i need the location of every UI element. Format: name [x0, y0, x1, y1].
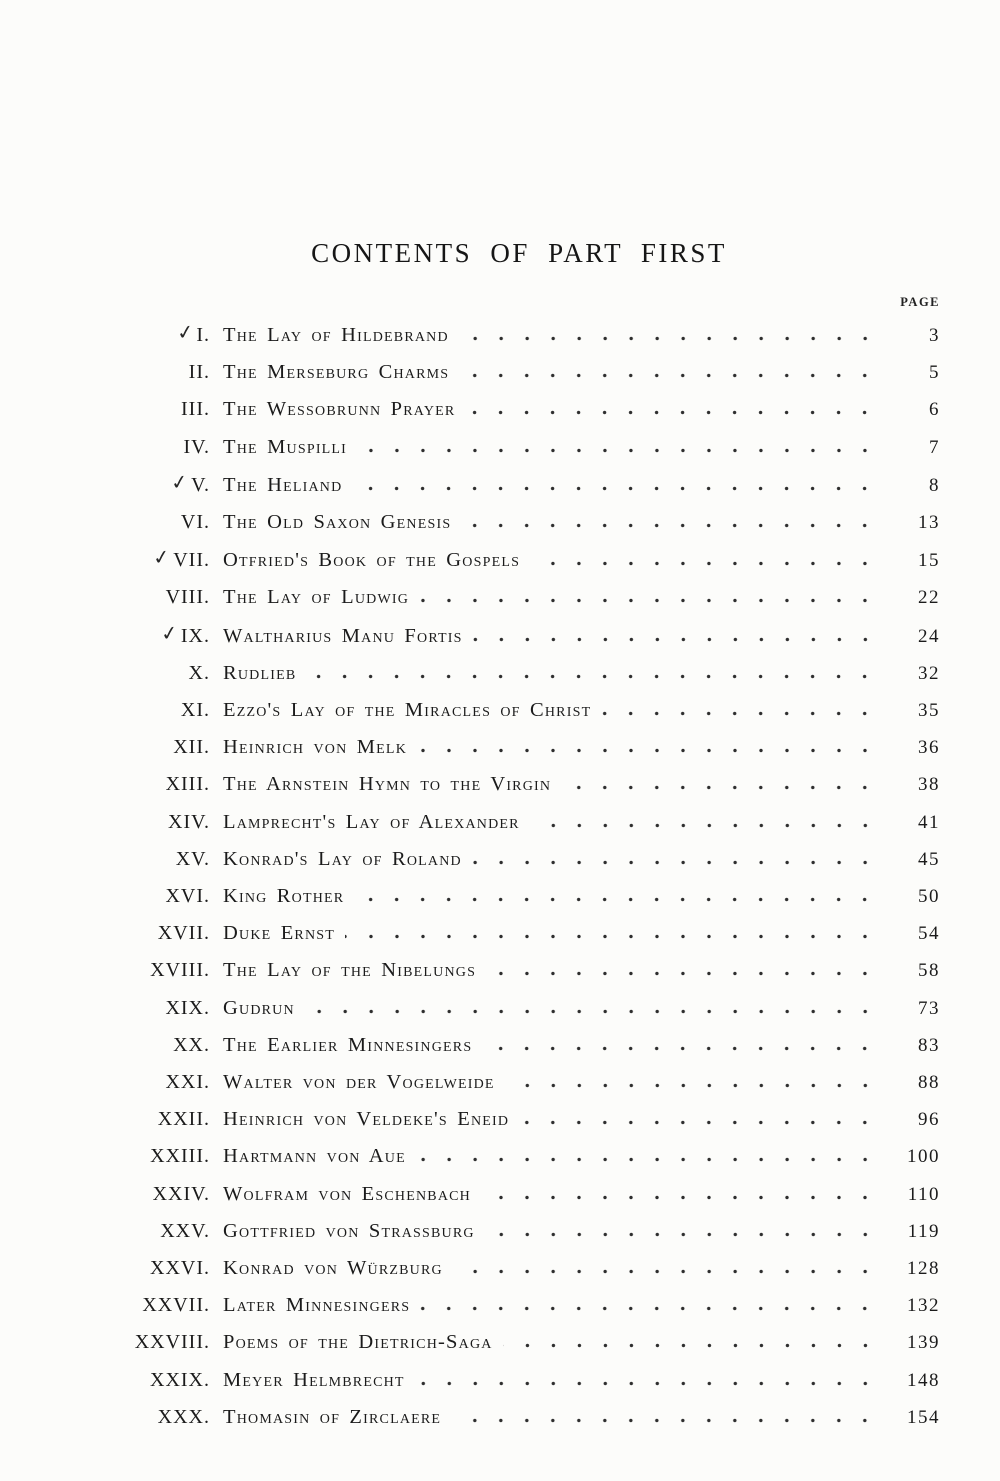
- entry-title: The Arnstein Hymn to the Virgin: [223, 773, 552, 796]
- entry-page: 88: [918, 1072, 940, 1094]
- entry-numeral: VIII.: [165, 586, 210, 609]
- entry-numeral: VII.: [173, 549, 210, 572]
- entry-title: Gottfried von Strassburg: [223, 1219, 475, 1242]
- dot-leader: [485, 1232, 878, 1237]
- entry-page: 35: [918, 700, 940, 722]
- dot-leader: [601, 711, 878, 716]
- entry-page: 24: [918, 625, 940, 647]
- toc-list: [98, 316, 940, 1436]
- entry-numeral: XIX.: [165, 996, 210, 1019]
- entry-numeral-cell: [98, 915, 210, 951]
- entry-numeral-cell: [98, 692, 210, 728]
- dot-leader: [459, 373, 878, 378]
- dot-leader: [453, 1269, 878, 1274]
- entry-title: The Heliand: [223, 473, 343, 496]
- entry-numeral-cell: [98, 504, 210, 540]
- entry-numeral: IV.: [183, 435, 210, 458]
- entry-numeral: VI.: [180, 511, 210, 534]
- entry-title: Rudlieb: [223, 661, 297, 684]
- entry-numeral: XVIII.: [150, 959, 210, 982]
- toc-entry: [98, 316, 940, 354]
- dot-leader: [352, 486, 878, 491]
- entry-title: Walter von der Vogelweide: [223, 1071, 495, 1094]
- entry-numeral-cell: [98, 1101, 210, 1137]
- toc-entry: [98, 466, 940, 504]
- toc-entry: [98, 1213, 940, 1250]
- entry-numeral-cell: [98, 1399, 210, 1435]
- entry-numeral-cell: [98, 952, 210, 988]
- entry-title: King Rother: [223, 885, 345, 908]
- toc-entry: [98, 1027, 940, 1064]
- entry-title: Ezzo's Lay of the Miracles of Christ: [223, 699, 592, 722]
- toc-entry: [98, 617, 940, 655]
- toc-entry: [98, 655, 940, 692]
- dot-leader: [503, 1343, 878, 1348]
- entry-numeral-cell: [98, 841, 210, 877]
- entry-numeral-cell: [98, 429, 210, 465]
- entry-title: Gudrun: [223, 996, 295, 1019]
- entry-numeral-cell: [98, 878, 210, 914]
- entry-title: The Old Saxon Genesis: [223, 511, 452, 534]
- entry-page: 154: [907, 1406, 940, 1428]
- entry-numeral: XXX.: [157, 1405, 210, 1428]
- toc-entry: [98, 952, 940, 989]
- entry-page: 3: [929, 325, 940, 346]
- entry-title: The Lay of the Nibelungs: [223, 959, 477, 982]
- dot-leader: [461, 523, 878, 528]
- dot-leader: [472, 860, 878, 865]
- entry-numeral: XIII.: [165, 773, 210, 796]
- entry-title: Waltharius Manu Fortis: [223, 624, 463, 647]
- toc-entry: [98, 1138, 940, 1175]
- entry-page: 13: [918, 512, 940, 534]
- entry-title: Later Minnesingers: [223, 1294, 411, 1317]
- entry-page: 128: [907, 1258, 940, 1280]
- entry-numeral: XX.: [173, 1033, 210, 1056]
- dot-leader: [519, 1120, 878, 1125]
- dot-leader: [486, 971, 878, 976]
- dot-leader: [465, 410, 878, 415]
- entry-numeral: XXIII.: [150, 1145, 210, 1168]
- entry-numeral: II.: [188, 361, 210, 384]
- entry-numeral-cell: [98, 729, 210, 765]
- dot-leader: [473, 637, 878, 642]
- entry-title: Konrad's Lay of Roland: [223, 847, 462, 870]
- entry-numeral: XXIV.: [152, 1182, 210, 1205]
- entry-page: 41: [918, 811, 940, 833]
- entry-title: Duke Ernst: [223, 922, 336, 945]
- dot-leader: [481, 1195, 878, 1200]
- entry-numeral: XVI.: [165, 885, 210, 908]
- entry-title: Heinrich von Veldeke's Eneid: [223, 1108, 510, 1131]
- entry-page: 119: [907, 1220, 940, 1242]
- dot-leader: [345, 934, 878, 939]
- entry-numeral: XII.: [173, 736, 210, 759]
- entry-page: 139: [907, 1332, 940, 1354]
- entry-title: Hartmann von Aue: [223, 1145, 406, 1168]
- dot-leader: [561, 785, 878, 790]
- entry-numeral: XXI.: [165, 1071, 210, 1094]
- toc-entry: [98, 429, 940, 466]
- entry-numeral: XV.: [175, 847, 210, 870]
- entry-numeral-cell: [98, 466, 210, 503]
- toc-entry: [98, 692, 940, 729]
- entry-page: 132: [907, 1295, 940, 1317]
- entry-page: 6: [929, 399, 940, 421]
- entry-title: The Muspilli: [223, 435, 348, 458]
- entry-page: 5: [929, 362, 940, 384]
- toc-entry: [98, 729, 940, 766]
- entry-numeral-cell: [98, 655, 210, 691]
- dot-leader: [416, 1157, 878, 1162]
- toc-entry: [98, 391, 940, 428]
- dot-leader: [482, 1046, 878, 1051]
- entry-title: Meyer Helmbrecht: [223, 1368, 405, 1391]
- toc-entry: [98, 504, 940, 541]
- entry-title: Thomasin of Zirclaere: [223, 1405, 442, 1428]
- toc-entry: [98, 915, 940, 952]
- toc-entry: [98, 990, 940, 1027]
- entry-numeral-cell: [98, 1027, 210, 1063]
- toc-entry: [98, 841, 940, 878]
- checkmark-icon: ✓: [159, 619, 181, 646]
- checkmark-icon: ✓: [174, 318, 196, 346]
- toc-entry: [98, 804, 940, 841]
- dot-leader: [415, 1381, 878, 1386]
- entry-page: 148: [907, 1369, 940, 1391]
- dot-leader: [354, 897, 878, 902]
- entry-page: 32: [918, 662, 940, 684]
- entry-title: The Wessobrunn Prayer: [223, 398, 456, 421]
- entry-numeral: X.: [188, 661, 210, 684]
- dot-leader: [451, 1418, 878, 1423]
- toc-entry: [98, 1176, 940, 1213]
- entry-numeral-cell: [98, 1213, 210, 1249]
- toc-entry: [98, 579, 940, 616]
- entry-page: 73: [918, 997, 940, 1019]
- entry-numeral: XXII.: [157, 1108, 210, 1131]
- entry-numeral-cell: [98, 617, 210, 654]
- dot-leader: [419, 598, 878, 603]
- entry-numeral-cell: [98, 804, 210, 840]
- checkmark-icon: ✓: [169, 468, 191, 495]
- entry-numeral: XVII.: [157, 922, 210, 945]
- entry-page: 50: [918, 886, 940, 908]
- toc-entry: [98, 1324, 940, 1361]
- toc-entry: [98, 1250, 940, 1287]
- entry-title: The Lay of Ludwig: [223, 586, 410, 609]
- toc-entry: [98, 1362, 940, 1399]
- dot-leader: [417, 748, 878, 753]
- entry-page: 8: [929, 474, 940, 496]
- entry-numeral-cell: [98, 1362, 210, 1398]
- toc-entry: [98, 1101, 940, 1138]
- entry-page: 45: [918, 848, 940, 870]
- entry-numeral: I.: [196, 324, 210, 346]
- toc-entry: [98, 878, 940, 915]
- entry-numeral-cell: [98, 316, 210, 353]
- dot-leader: [306, 674, 878, 679]
- entry-numeral-cell: [98, 579, 210, 615]
- entry-numeral-cell: [98, 1287, 210, 1323]
- entry-numeral: XI.: [180, 699, 210, 722]
- entry-title: Poems of the Dietrich-Saga: [223, 1331, 493, 1354]
- toc-entry: [98, 541, 940, 579]
- toc-entry: [98, 1287, 940, 1324]
- entry-title: Heinrich von Melk: [223, 736, 407, 759]
- checkmark-icon: ✓: [151, 544, 173, 571]
- entry-page: 7: [929, 436, 940, 458]
- entry-title: The Earlier Minnesingers: [223, 1033, 473, 1056]
- entry-numeral: XXVI.: [150, 1257, 210, 1280]
- entry-numeral-cell: [98, 1250, 210, 1286]
- entry-numeral-cell: [98, 391, 210, 427]
- entry-numeral-cell: [98, 1324, 210, 1360]
- entry-numeral: XXV.: [160, 1219, 210, 1242]
- entry-numeral-cell: [98, 766, 210, 802]
- entry-numeral-cell: [98, 1176, 210, 1212]
- page-content: [98, 0, 940, 1436]
- entry-title: Otfried's Book of the Gospels: [223, 549, 521, 572]
- dot-leader: [459, 336, 878, 341]
- entry-page: 96: [918, 1109, 940, 1131]
- entry-numeral: III.: [181, 398, 210, 421]
- toc-entry: [98, 1064, 940, 1101]
- entry-page: 110: [907, 1183, 940, 1205]
- entry-title: Lamprecht's Lay of Alexander: [223, 810, 520, 833]
- entry-page: 15: [918, 550, 940, 572]
- entry-page: 100: [907, 1146, 940, 1168]
- toc-entry: [98, 1399, 940, 1436]
- entry-title: The Merseburg Charms: [223, 361, 450, 384]
- entry-title: Wolfram von Eschenbach: [223, 1182, 471, 1205]
- page-title: CONTENTS OF PART FIRST: [311, 238, 727, 268]
- entry-page: 22: [918, 587, 940, 609]
- entry-page: 58: [918, 960, 940, 982]
- entry-numeral-cell: [98, 354, 210, 390]
- dot-leader: [305, 1009, 878, 1014]
- entry-numeral-cell: [98, 541, 210, 578]
- dot-leader: [530, 561, 878, 566]
- entry-page: 54: [918, 923, 940, 945]
- entry-title: Konrad von Würzburg: [223, 1257, 443, 1280]
- dot-leader: [420, 1306, 878, 1311]
- toc-entry: [98, 354, 940, 391]
- entry-numeral: XXIX.: [150, 1368, 210, 1391]
- dot-leader: [357, 448, 878, 453]
- page-column-label: PAGE: [900, 295, 940, 309]
- entry-numeral: XXVII.: [142, 1294, 210, 1317]
- entry-page: 36: [918, 737, 940, 759]
- entry-numeral: IX.: [180, 624, 210, 647]
- entry-numeral: XXVIII.: [134, 1331, 210, 1354]
- entry-numeral-cell: [98, 1138, 210, 1174]
- dot-leader: [505, 1083, 878, 1088]
- entry-numeral-cell: [98, 990, 210, 1026]
- entry-page: 38: [918, 774, 940, 796]
- entry-page: 83: [918, 1034, 940, 1056]
- dot-leader: [530, 823, 878, 828]
- entry-title: The Lay of Hildebrand: [223, 324, 449, 346]
- entry-numeral-cell: [98, 1064, 210, 1100]
- toc-entry: [98, 766, 940, 803]
- entry-numeral: XIV.: [168, 810, 210, 833]
- entry-numeral: V.: [191, 473, 210, 496]
